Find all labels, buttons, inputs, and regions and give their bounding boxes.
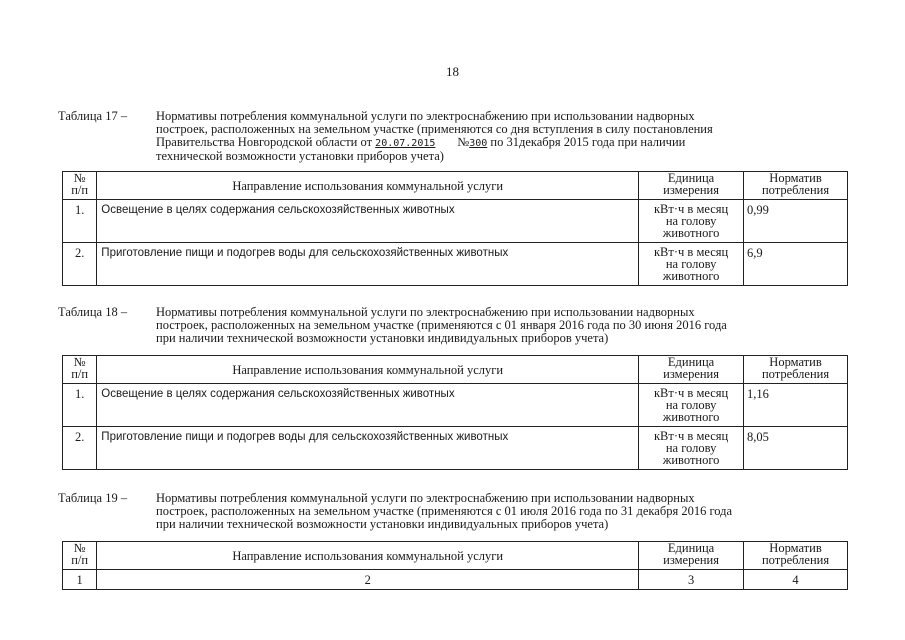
- caption-line: Правительства Новгородской области от 20.07.2015 №300 по 31декабря 2015 года при наличии: [156, 135, 686, 149]
- row-direction: Приготовление пищи и подогрев воды для сельскохозяйственных животных: [97, 243, 639, 286]
- header-unit: Единица измерения: [639, 172, 744, 200]
- row-direction: Освещение в целях содержания сельскохозяйственных животных: [97, 384, 639, 427]
- caption-line: при наличии технической возможности установки индивидуальных приборов учета): [156, 517, 609, 531]
- caption-line: построек, расположенных на земельном участке (применяются с 01 июля 2016 года по 31 декабря 2016 года: [156, 504, 733, 518]
- table-19-label: Таблица 19 –: [58, 491, 128, 505]
- row-norm: 6,9: [744, 243, 848, 286]
- page-number: 18: [446, 64, 459, 79]
- table-18-label: Таблица 18 –: [58, 305, 128, 319]
- row-num: 2.: [63, 427, 97, 470]
- caption-line: построек, расположенных на земельном участке (применяются со дня вступления в силу постановления: [156, 122, 713, 136]
- index-cell: 3: [639, 570, 744, 590]
- table-row: [63, 200, 848, 243]
- row-norm: 8,05: [744, 427, 848, 470]
- row-num: 1.: [63, 200, 97, 243]
- row-num: 1.: [63, 384, 97, 427]
- header-num: № п/п: [63, 542, 97, 570]
- caption-line: технической возможности установки приборов учета): [156, 149, 444, 163]
- header-direction: Направление использования коммунальной услуги: [97, 172, 639, 200]
- caption-line: Нормативы потребления коммунальной услуги по электроснабжению при использовании надворных: [156, 491, 695, 505]
- table-header-row: [63, 172, 848, 200]
- index-cell: 1: [63, 570, 97, 590]
- row-unit: кВт·ч в месяц на голову животного: [639, 200, 744, 243]
- header-num: № п/п: [63, 356, 97, 384]
- table-17-label: Таблица 17 –: [58, 109, 128, 123]
- row-unit: кВт·ч в месяц на голову животного: [639, 384, 744, 427]
- table-header-row: [63, 356, 848, 384]
- row-num: 2.: [63, 243, 97, 286]
- caption-line: Нормативы потребления коммунальной услуги по электроснабжению при использовании надворных: [156, 109, 695, 123]
- table-index-row: [63, 570, 848, 590]
- header-norm: Норматив потребления: [744, 542, 848, 570]
- resolution-number: 300: [469, 138, 488, 149]
- header-direction: Направление использования коммунальной услуги: [97, 356, 639, 384]
- header-unit: Единица измерения: [639, 356, 744, 384]
- caption-line: построек, расположенных на земельном участке (применяются с 01 января 2016 года по 30 июня 2016 года: [156, 318, 727, 332]
- row-unit: кВт·ч в месяц на голову животного: [639, 427, 744, 470]
- resolution-date: 20.07.2015: [375, 138, 436, 149]
- header-norm: Норматив потребления: [744, 356, 848, 384]
- table-19: [62, 541, 848, 590]
- row-direction: Приготовление пищи и подогрев воды для сельскохозяйственных животных: [97, 427, 639, 470]
- row-direction: Освещение в целях содержания сельскохозяйственных животных: [97, 200, 639, 243]
- table-row: [63, 427, 848, 470]
- table-header-row: [63, 542, 848, 570]
- table-row: [63, 384, 848, 427]
- table-row: [63, 243, 848, 286]
- table-17: [62, 171, 848, 286]
- header-num: № п/п: [63, 172, 97, 200]
- header-norm: Норматив потребления: [744, 172, 848, 200]
- caption-line: Нормативы потребления коммунальной услуги по электроснабжению при использовании надворных: [156, 305, 695, 319]
- index-cell: 2: [97, 570, 639, 590]
- row-norm: 1,16: [744, 384, 848, 427]
- row-norm: 0,99: [744, 200, 848, 243]
- table-18: [62, 355, 848, 470]
- header-unit: Единица измерения: [639, 542, 744, 570]
- row-unit: кВт·ч в месяц на голову животного: [639, 243, 744, 286]
- index-cell: 4: [744, 570, 848, 590]
- header-direction: Направление использования коммунальной услуги: [97, 542, 639, 570]
- caption-line: при наличии технической возможности установки индивидуальных приборов учета): [156, 331, 609, 345]
